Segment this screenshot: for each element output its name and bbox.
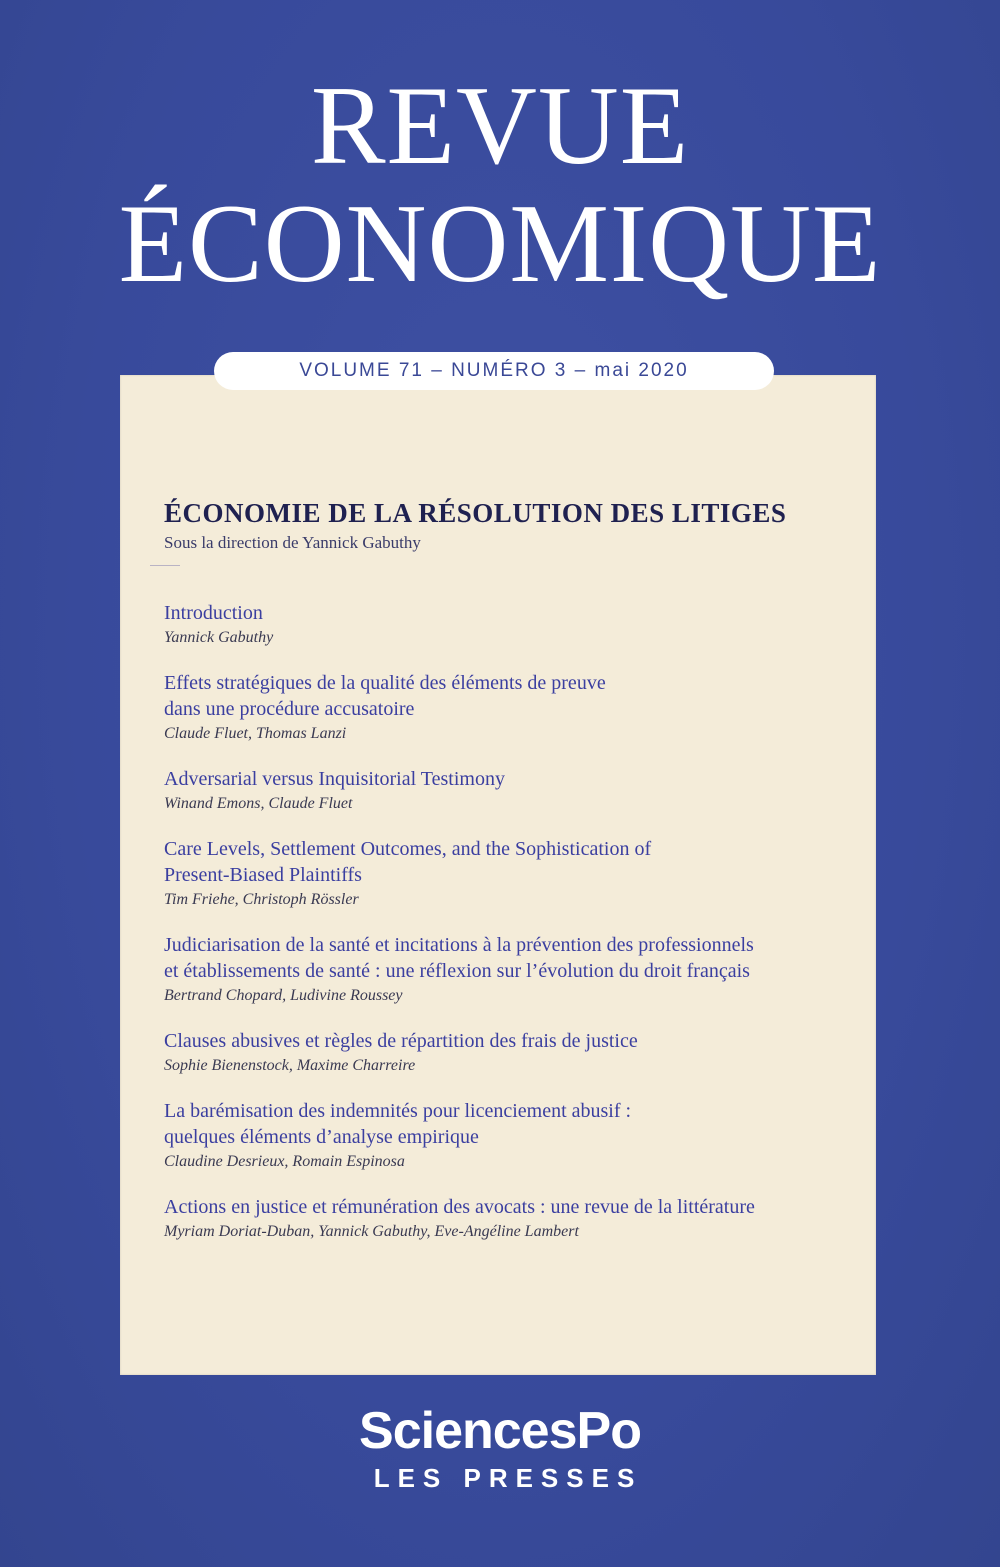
toc-item bbox=[164, 1194, 864, 1244]
toc-article-authors: Claude Fluet, Thomas Lanzi bbox=[164, 725, 347, 742]
toc-item bbox=[164, 836, 864, 912]
toc-article-authors: Tim Friehe, Christoph Rössler bbox=[164, 891, 359, 908]
toc-item bbox=[164, 1028, 864, 1078]
toc-article-title: Clauses abusives et règles de répartition des frais de justice bbox=[164, 1030, 638, 1052]
issue-badge: VOLUME 71 – NUMÉRO 3 – mai 2020 bbox=[214, 352, 774, 390]
publisher-logo: SciencesPo bbox=[359, 1402, 641, 1460]
publisher-subtitle: LES PRESSES bbox=[373, 1463, 643, 1493]
toc-article-authors: Claudine Desrieux, Romain Espinosa bbox=[164, 1153, 405, 1170]
toc-article-authors: Bertrand Chopard, Ludivine Roussey bbox=[164, 987, 403, 1004]
theme-title: ÉCONOMIE DE LA RÉSOLUTION DES LITIGES bbox=[164, 498, 787, 528]
toc-article-title: La barémisation des indemnités pour licenciement abusif : quelques éléments d’analyse empirique bbox=[164, 1100, 632, 1148]
toc-article-title: Introduction bbox=[164, 602, 263, 624]
toc-item bbox=[164, 600, 864, 650]
toc-item bbox=[164, 932, 864, 1008]
toc-item bbox=[164, 670, 864, 746]
theme-subtitle: Sous la direction de Yannick Gabuthy bbox=[164, 533, 421, 552]
toc-item bbox=[164, 766, 864, 816]
toc-article-title: Effets stratégiques de la qualité des éléments de preuve dans une procédure accusatoire bbox=[164, 672, 606, 720]
toc-article-authors: Winand Emons, Claude Fluet bbox=[164, 795, 353, 812]
journal-title-line1: REVUE bbox=[310, 64, 690, 188]
divider bbox=[150, 565, 180, 566]
table-of-contents bbox=[164, 600, 864, 1264]
toc-article-authors: Myriam Doriat-Duban, Yannick Gabuthy, Eve-Angéline Lambert bbox=[164, 1223, 579, 1240]
toc-article-title: Care Levels, Settlement Outcomes, and the Sophistication of Present-Biased Plaintiffs bbox=[164, 838, 652, 886]
toc-article-authors: Yannick Gabuthy bbox=[164, 629, 274, 646]
toc-article-title: Adversarial versus Inquisitorial Testimony bbox=[164, 768, 505, 790]
journal-title-line2: ÉCONOMIQUE bbox=[118, 182, 882, 306]
toc-item bbox=[164, 1098, 864, 1174]
toc-article-title: Judiciarisation de la santé et incitations à la prévention des professionnels et établissements de santé : une réflexion sur l’évolution du droit français bbox=[164, 934, 754, 982]
toc-article-authors: Sophie Bienenstock, Maxime Charreire bbox=[164, 1057, 416, 1074]
toc-article-title: Actions en justice et rémunération des avocats : une revue de la littérature bbox=[164, 1196, 755, 1218]
